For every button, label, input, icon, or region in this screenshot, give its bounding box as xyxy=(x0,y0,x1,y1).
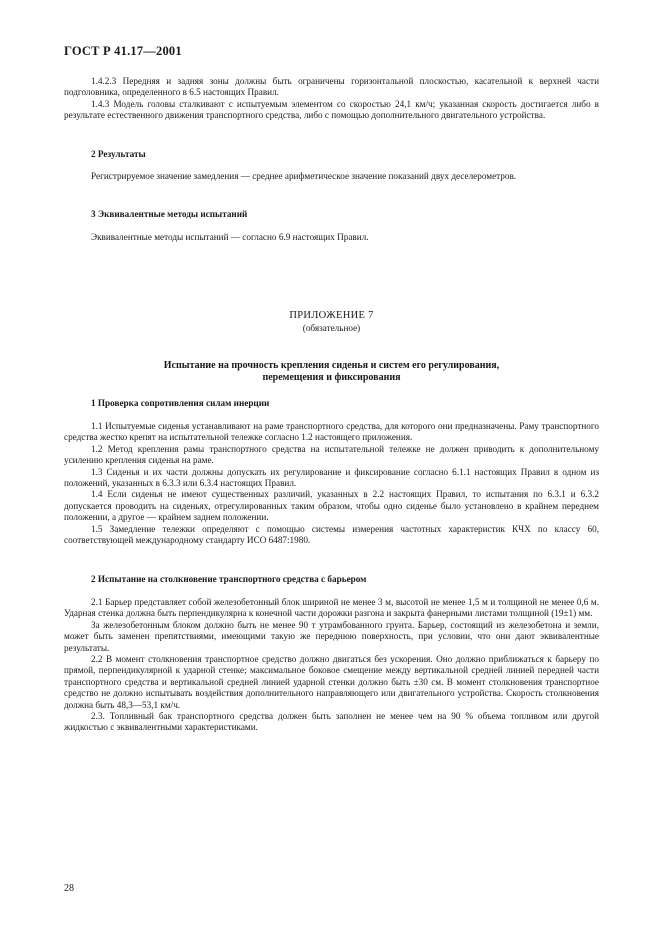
appendix-title xyxy=(64,360,599,384)
paragraph-2-2: 2.2 В момент столкновения транспортное средство должно двигаться без ускорения. Оно должно приближаться к барьеру по прямой, перпендикулярной к ударной стенке; максимальное боковое смещение между вертикальной средней линией передней части транспортного средства и вертикальной средней линией ударной стенки должно быть ±30 см. В момент столкновения транспортное средство не должно испытывать воздействия дополнительного направляющего или двигательного устройства. Скорость столкновения должна быть 48,3—53,1 км/ч. xyxy=(64,654,599,710)
paragraph-1-4-2-3: 1.4.2.3 Передняя и задняя зоны должны быть ограничены горизонтальной плоскостью, касательной к верхней части подголовника, определенного в 6.5 настоящих Правил. xyxy=(64,76,599,98)
equivalent-paragraph: Эквивалентные методы испытаний — согласно 6.9 настоящих Правил. xyxy=(91,232,369,242)
paragraph-1-5: 1.5 Замедление тележки определяют с помощью системы измерения частотных характеристик КЧХ по классу 60, соответствующей международному стандарту ИСО 6487:1980. xyxy=(64,523,599,546)
section-1-heading: 1 Проверка сопротивления силам инерции xyxy=(91,398,270,408)
standard-code: ГОСТ Р 41.17—2001 xyxy=(64,44,182,58)
section-2-heading: 2 Испытание на столкновение транспортного средства с барьером xyxy=(91,574,367,584)
paragraph-1-1: 1.1 Испытуемые сиденья устанавливают на раме транспортного средства, для которого они предназначены. Раму транспортного средства жестко крепят на испытательной тележке согласно 1.2 настоящего приложения. xyxy=(64,421,599,443)
paragraph-2-1: 2.1 Барьер представляет собой железобетонный блок шириной не менее 3 м, высотой не менее 1,5 м и толщиной не менее 0,6 м. Ударная стенка должна быть перпендикулярна к конечной части дорожки разгона и закрыта фанерными листами толщиной (19±1) мм. xyxy=(64,597,599,619)
appendix-title-line-2: перемещения и фиксирования xyxy=(262,372,401,383)
results-block xyxy=(64,171,599,182)
paragraph-1-4-3: 1.4.3 Модель головы сталкивают с испытуемым элементом со скоростью 24,1 км/ч; указанная скорость достигается либо в результате естественного движения транспортного средства, либо с помощью дополнительного двигательного устройства. xyxy=(64,98,599,121)
results-paragraph: Регистрируемое значение замедления — среднее арифметическое значение показаний двух деселерометров. xyxy=(91,171,517,181)
paragraph-1-2: 1.2 Метод крепления рамы транспортного средства на испытательной тележке не должен приводить к дополнительному усилению крепления сиденья на раме. xyxy=(64,443,599,466)
page-number: 28 xyxy=(64,883,74,894)
section-2-block xyxy=(64,597,599,734)
section-1-block xyxy=(64,421,599,546)
intro-block xyxy=(64,76,599,122)
paragraph-2-3: 2.3. Топливный бак транспортного средства должен быть заполнен не менее чем на 90 % объема топливом или другой жидкостью с эквивалентными характеристиками. xyxy=(64,711,599,733)
appendix-label: ПРИЛОЖЕНИЕ 7 xyxy=(289,310,374,321)
appendix-title-line-1: Испытание на прочность крепления сиденья и систем его регулирования, xyxy=(163,360,500,371)
equivalent-methods-heading: 3 Эквивалентные методы испытаний xyxy=(91,209,248,219)
results-heading: 2 Результаты xyxy=(91,149,146,159)
paragraph-2-1-continued: За железобетонным блоком должно быть не менее 90 т утрамбованного грунта. Барьер, состоящий из железобетона и земли, может быть заменен препятствиями, имеющими такую же переднюю поверхность, при условии, что они дают эквивалентные результаты. xyxy=(64,619,599,653)
equivalent-block xyxy=(64,232,599,243)
paragraph-1-4: 1.4 Если сиденья не имеют существенных различий, указанных в 2.2 настоящих Правил, то испытания по 6.3.1 и 6.3.2 допускается проводить на сиденьях, отрегулированных таким образом, чтобы одно сиденье было установлено в крайнем переднем положении, а другое — крайнем заднем положении. xyxy=(64,489,599,523)
appendix-note: (обязательное) xyxy=(302,323,361,333)
paragraph-1-3: 1.3 Сиденья и их части должны допускать их регулирование и фиксирование согласно 6.1.1 настоящих Правил в одном из положений, указанных в 6.3.3 или 6.3.4 настоящих Правил. xyxy=(64,466,599,489)
